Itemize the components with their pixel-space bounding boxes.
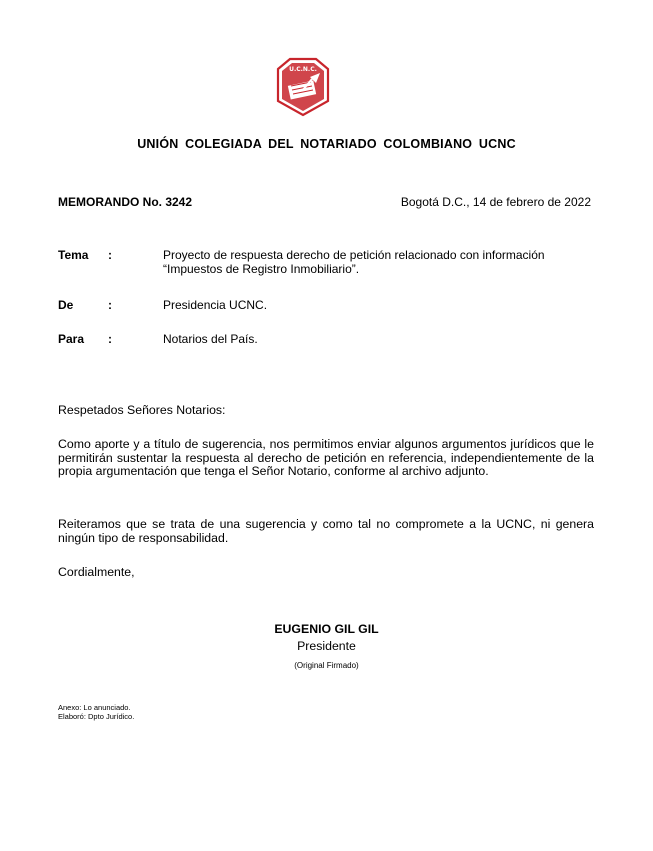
- field-colon-para: :: [108, 332, 112, 346]
- ucnc-logo: [274, 55, 332, 117]
- prepared-by-line: Elaboró: Dpto Jurídico.: [58, 712, 135, 721]
- field-label-de: De: [58, 298, 74, 312]
- signer-role: Presidente: [297, 639, 356, 653]
- greeting: Respetados Señores Notarios:: [58, 403, 226, 417]
- field-colon-tema: :: [108, 248, 112, 262]
- signature-note: [0, 655, 653, 673]
- organization-title: UNIÓN COLEGIADA DEL NOTARIADO COLOMBIANO UCNC: [137, 137, 516, 151]
- svg-text:U.C.N.C.: U.C.N.C.: [289, 66, 317, 73]
- ucnc-shield-icon: [274, 55, 332, 117]
- field-value-tema: Proyecto de respuesta derecho de petición relacionado con información “Impuestos de Registro Inmobiliario”.: [163, 248, 545, 276]
- field-label-tema: Tema: [58, 248, 89, 262]
- body-paragraph-1: Como aporte y a título de sugerencia, nos permitimos enviar algunos argumentos jurídicos que le permitirán sustentar la respuesta al derecho de petición en referencia, independientemente de la propia argumentación que tenga el Señor Notario, conforme al archivo adjunto.: [58, 437, 594, 478]
- body-paragraph-2: Reiteramos que se trata de una sugerencia y como tal no compromete a la UCNC, ni genera ningún tipo de responsabilidad.: [58, 517, 594, 545]
- closing: Cordialmente,: [58, 565, 135, 579]
- signature-role: [0, 637, 653, 655]
- field-label-para: Para: [58, 332, 85, 346]
- memo-number: MEMORANDO No. 3242: [58, 195, 193, 209]
- field-value-para: Notarios del País.: [163, 332, 258, 346]
- signature-name: [0, 620, 653, 638]
- signer-name: EUGENIO GIL GIL: [274, 622, 379, 636]
- field-value-de: Presidencia UCNC.: [163, 298, 268, 312]
- original-signed-note: (Original Firmado): [294, 661, 359, 670]
- annex-line: Anexo: Lo anunciado.: [58, 703, 131, 712]
- memo-date: Bogotá D.C., 14 de febrero de 2022: [400, 195, 591, 209]
- field-colon-de: :: [108, 298, 112, 312]
